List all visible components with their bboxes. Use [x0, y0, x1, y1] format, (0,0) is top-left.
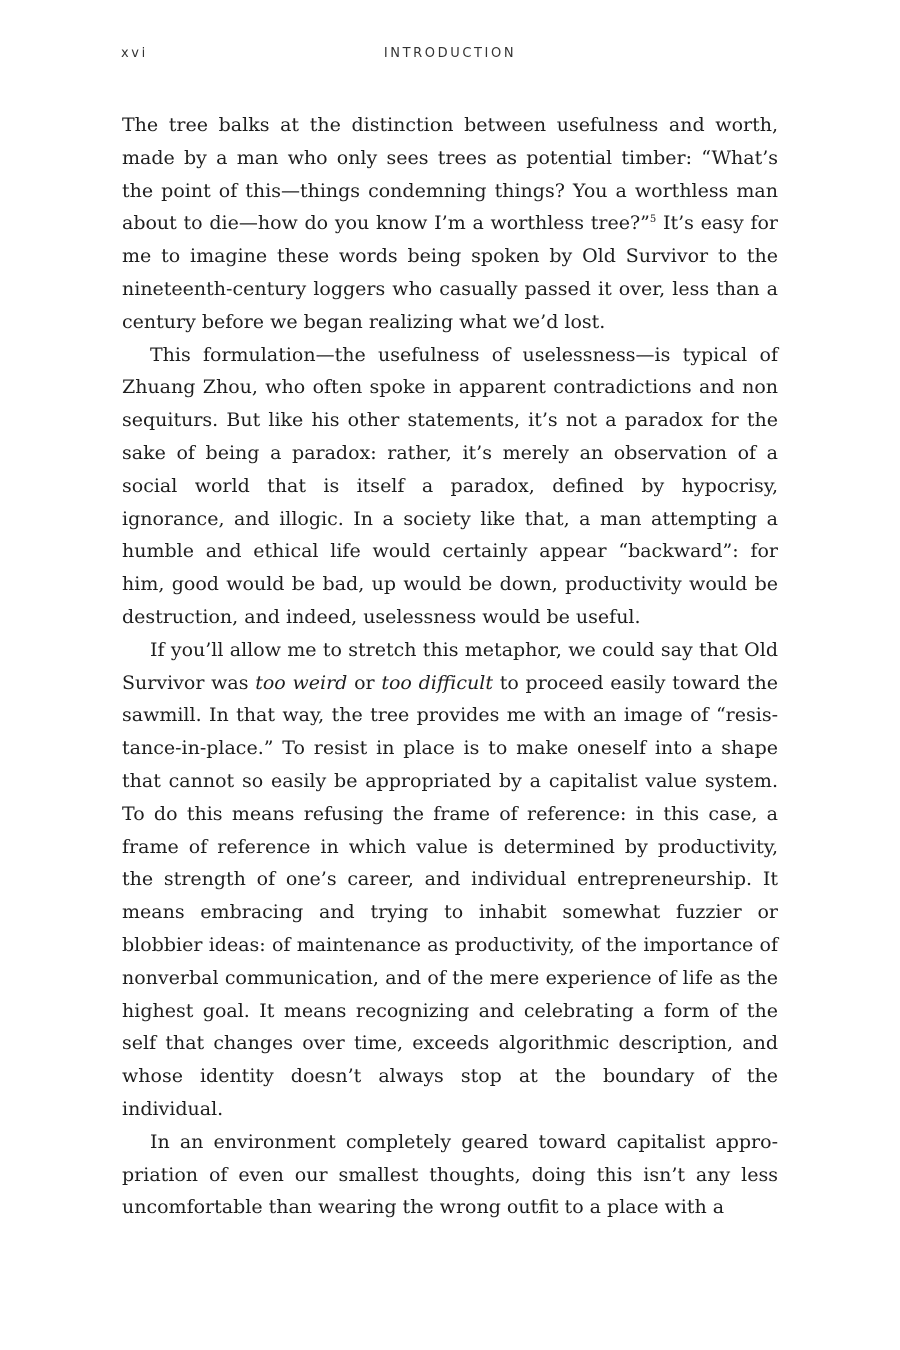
- running-title: INTRODUCTION: [383, 46, 517, 61]
- italic-phrase: too weird: [255, 671, 348, 694]
- paragraph: In an environment completely geared toward capitalist appropriation of even our smallest thoughts, doing this isn’t any less uncomfortable than wearing the wrong outfit to a place with a: [122, 1130, 778, 1219]
- running-head: [0, 46, 900, 66]
- paragraph-text: or: [347, 671, 382, 694]
- body-text: [122, 109, 778, 1224]
- italic-phrase: too difficult: [381, 671, 493, 694]
- paragraph-text: to proceed easily toward the sawmill. In that way, the tree provides me with an image of “resistance-in-place.” To resist in place is to make oneself into a shape that cannot so easily be appropriated by a capitalist value system. To do this means refusing the frame of reference: in this case, a frame of reference in which value is determined by productivity, the strength of one’s career, and individual entrepreneurship. It means embracing and trying to inhabit somewhat fuzzier or blobbier ideas: of maintenance as productivity, of the importance of nonverbal communication, and of the mere experience of life as the highest goal. It means recognizing and celebrating a form of the self that changes over time, exceeds algorithmic description, and whose identity doesn’t always stop at the boundary of the individual.: [122, 671, 778, 1120]
- page-number: xvi: [121, 46, 148, 61]
- paragraph-text: If you’ll allow me to stretch this metaphor, we could say that Old Survivor was: [122, 638, 778, 694]
- paragraph: This formulation—the usefulness of uselessness—is typical of Zhuang Zhou, who often spoke in apparent contradictions and non sequiturs. But like his other statements, it’s not a paradox for the sake of being a paradox: rather, it’s merely an observation of a social world that is itself a paradox, defined by hypocrisy, ignorance, and illogic. In a society like that, a man attempting a humble and ethical life would certainly appear “backward”: for him, good would be bad, up would be down, productivity would be destruction, and indeed, uselessness would be useful.: [122, 343, 778, 628]
- paragraph: [122, 109, 778, 339]
- paragraph-text: The tree balks at the distinction between usefulness and worth, made by a man who only sees trees as potential timber: “What’s the point of this—things condemning things? You a worthless man about to die—how do you know I’m a worthless tree?”: [122, 114, 778, 235]
- footnote-reference: 5: [649, 214, 657, 226]
- paragraph-text: It’s easy for me to imagine these words being spoken by Old Survivor to the nineteenth-century loggers who casually passed it over, less than a century before we began realizing what we’d lost.: [122, 212, 778, 333]
- paragraph: [122, 634, 778, 1126]
